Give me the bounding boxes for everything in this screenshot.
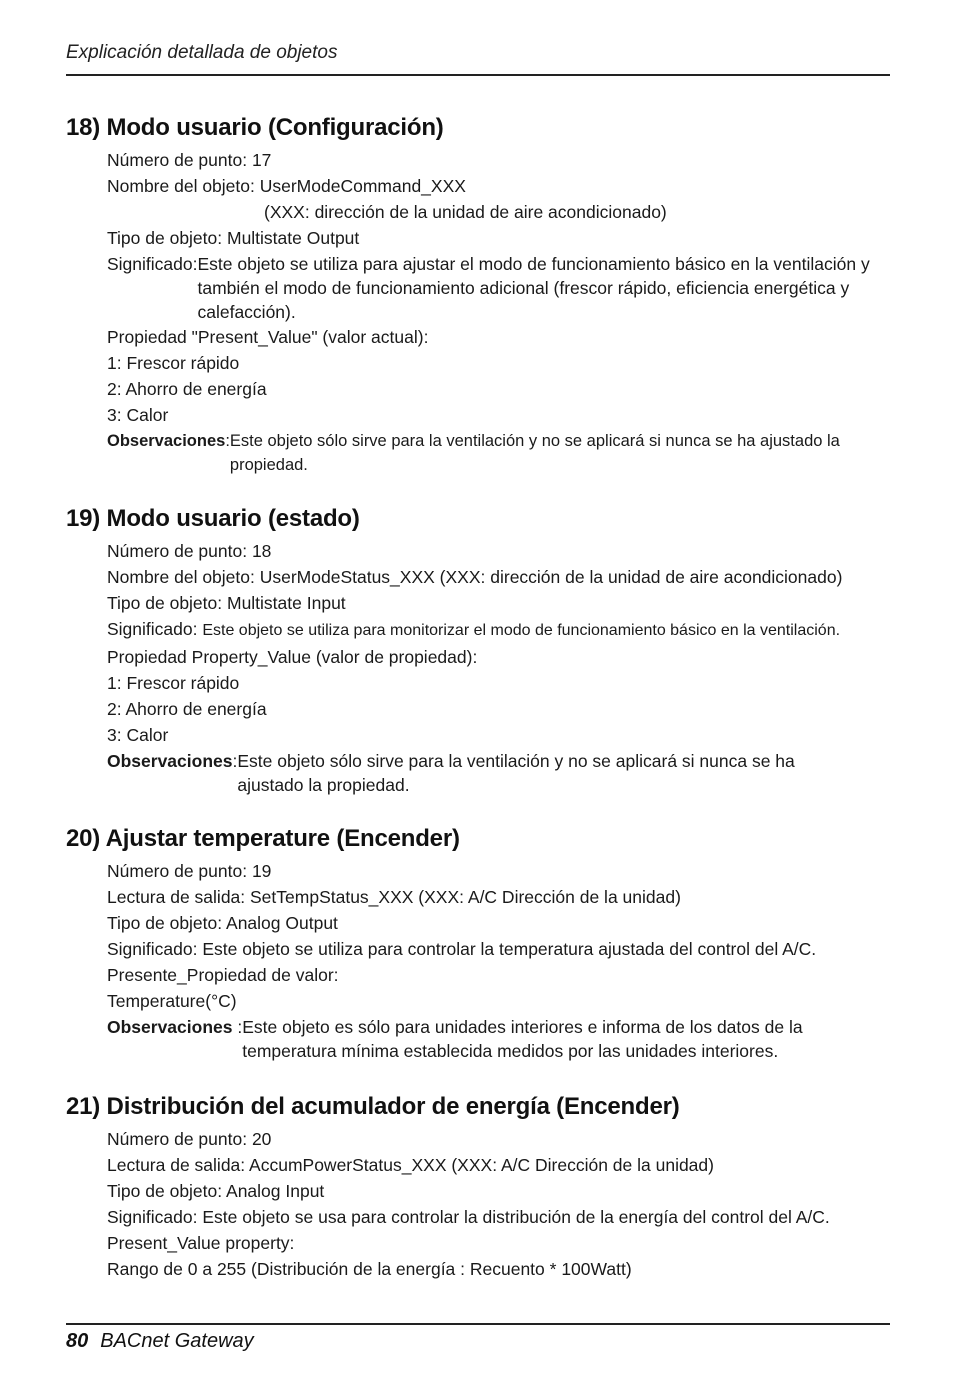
property: Propiedad "Present_Value" (valor actual): [107,327,429,347]
observations-separator: : [232,1017,243,1037]
observations-text: Este objeto es sólo para unidades interiores e informa de los datos de la temperatura mínima establecida medidos por las unidades interiores. [242,1017,803,1061]
section-body [107,858,890,1063]
point-number: Número de punto: 20 [107,1129,272,1149]
observations-label: Observaciones [107,751,233,771]
page-header-title: Explicación detallada de objetos [66,42,338,63]
meaning-text: Este objeto se utiliza para monitorizar el modo de funcionamiento básico en la ventilación. [202,622,841,639]
observations-separator: : [225,432,230,450]
section-heading: 18) Modo usuario (Configuración) [66,114,444,141]
object-name: Nombre del objeto: UserModeCommand_XXX [107,176,466,196]
meaning [107,616,890,644]
object-type: Tipo de objeto: Analog Input [107,1181,325,1201]
footer-title: BACnet Gateway [100,1330,254,1352]
observations-label-group [107,428,230,477]
meaning-label: Significado: [107,619,203,639]
page-footer [66,1330,254,1353]
meaning: Significado: Este objeto se utiliza para controlar la temperatura ajustada del control del A/C. [107,939,817,959]
observations-label-group [107,1014,242,1063]
section-20 [66,824,890,1063]
section-heading: 19) Modo usuario (estado) [66,505,360,532]
section-18 [66,113,890,477]
point-number: Número de punto: 19 [107,861,272,881]
object-type: Tipo de objeto: Multistate Output [107,228,360,248]
object-type: Tipo de objeto: Multistate Input [107,593,346,613]
observations-separator: : [232,751,238,771]
object-name: Lectura de salida: SetTempStatus_XXX (XXX: A/C Dirección de la unidad) [107,887,681,907]
point-number: Número de punto: 17 [107,150,272,170]
object-name: Nombre del objeto: UserModeStatus_XXX (XXX: dirección de la unidad de aire acondicionado) [107,567,843,587]
value-item: 1: Frescor rápido [107,673,240,693]
meaning-label: Significado: [107,254,198,274]
section-body [107,538,890,797]
observations-label-group [107,748,237,797]
header-rule [66,74,890,76]
value-item: 3: Calor [107,725,169,745]
section-heading: 20) Ajustar temperature (Encender) [66,825,460,852]
value-item: 2: Ahorro de energía [107,699,267,719]
section-heading: 21) Distribución del acumulador de energía (Encender) [66,1093,680,1120]
value-item: 1: Frescor rápido [107,353,240,373]
observations-text: Este objeto sólo sirve para la ventilación y no se aplicará si nunca se ha ajustado la propiedad. [229,432,840,474]
observations [107,748,890,797]
object-name-note: (XXX: dirección de la unidad de aire acondicionado) [264,202,667,222]
section-body [107,147,890,477]
property: Propiedad Property_Value (valor de propiedad): [107,647,478,667]
observations-label: Observaciones [107,1017,233,1037]
meaning: Significado: Este objeto se usa para controlar la distribución de la energía del control del A/C. [107,1207,830,1227]
section-19 [66,504,890,797]
object-name: Lectura de salida: AccumPowerStatus_XXX (XXX: A/C Dirección de la unidad) [107,1155,714,1175]
footer-rule [66,1323,890,1325]
section-21 [66,1092,890,1282]
section-body [107,1126,890,1282]
value-item: Rango de 0 a 255 (Distribución de la energía : Recuento * 100Watt) [107,1259,632,1279]
observations [107,428,890,477]
meaning [107,251,890,324]
value-item: 3: Calor [107,405,169,425]
value-item: Temperature(°C) [107,991,237,1011]
property: Presente_Propiedad de valor: [107,965,339,985]
property: Present_Value property: [107,1233,295,1253]
observations [107,1014,890,1063]
object-type: Tipo de objeto: Analog Output [107,913,338,933]
page-number: 80 [66,1330,89,1352]
observations-text: Este objeto sólo sirve para la ventilación y no se aplicará si nunca se ha ajustado la propiedad. [237,751,795,795]
value-item: 2: Ahorro de energía [107,379,267,399]
observations-label: Observaciones [107,432,226,450]
meaning-text: Este objeto se utiliza para ajustar el modo de funcionamiento básico en la ventilación y también el modo de funcionamiento adicional (frescor rápido, eficiencia energética y calefacción). [197,254,870,322]
point-number: Número de punto: 18 [107,541,272,561]
